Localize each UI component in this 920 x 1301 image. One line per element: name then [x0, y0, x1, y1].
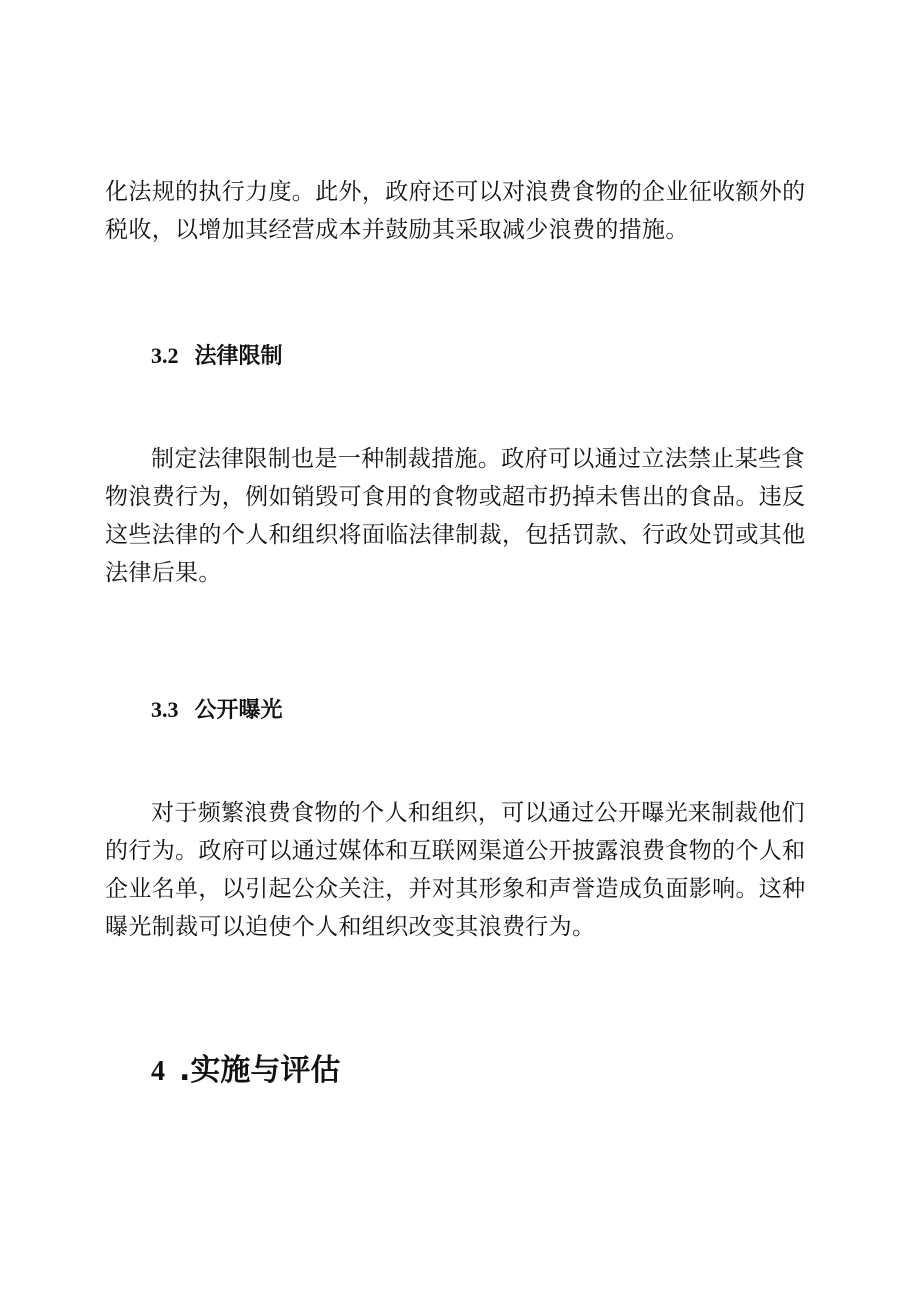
paragraph-line: 的行为。政府可以通过媒体和互联网渠道公开披露浪费食物的个人和	[105, 838, 806, 864]
paragraph-line: 物浪费行为，例如销毁可食用的食物或超市扔掉未售出的食品。违反	[105, 484, 806, 510]
section-title: .实施与评估	[179, 1053, 341, 1088]
section-heading-3-3	[151, 693, 283, 724]
paragraph-line: 法律后果。	[105, 560, 222, 586]
section-heading-4	[151, 1045, 340, 1089]
paragraph-line: 化法规的执行力度。此外，政府还可以对浪费食物的企业征收额外的	[105, 179, 806, 205]
paragraph-legal-restrictions	[105, 440, 805, 592]
section-title: 法律限制	[194, 344, 283, 369]
section-number: 3.2	[151, 343, 179, 368]
paragraph-continuation	[105, 173, 805, 249]
paragraph-line: 曝光制裁可以迫使个人和组织改变其浪费行为。	[105, 914, 596, 940]
paragraph-public-exposure	[105, 794, 805, 946]
section-title: 公开曝光	[194, 698, 283, 723]
section-heading-3-2	[151, 339, 283, 370]
paragraph-line: 制定法律限制也是一种制裁措施。政府可以通过立法禁止某些食	[151, 446, 805, 472]
paragraph-line: 税收，以增加其经营成本并鼓励其采取减少浪费的措施。	[105, 217, 689, 243]
section-number: 4	[151, 1056, 165, 1087]
section-number: 3.3	[151, 697, 179, 722]
paragraph-line: 企业名单，以引起公众关注，并对其形象和声誉造成负面影响。这种	[105, 876, 806, 902]
paragraph-line: 对于频繁浪费食物的个人和组织，可以通过公开曝光来制裁他们	[151, 800, 805, 826]
paragraph-line: 这些法律的个人和组织将面临法律制裁，包括罚款、行政处罚或其他	[105, 522, 806, 548]
